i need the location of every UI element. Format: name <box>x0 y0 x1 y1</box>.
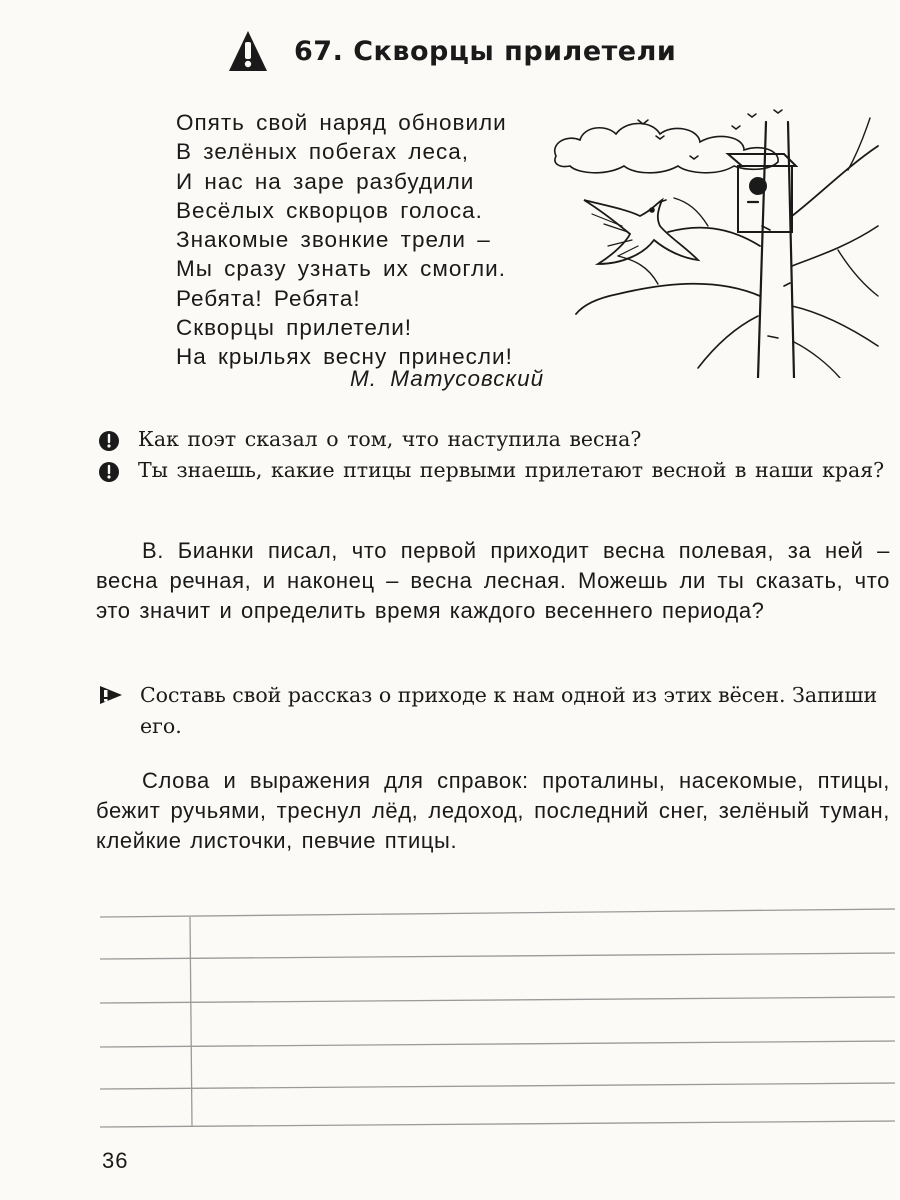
poem <box>176 108 513 372</box>
poem-line: Мы сразу узнать их смогли. <box>176 256 507 282</box>
question-circle-icon <box>98 430 120 452</box>
lesson-title: 67. Скворцы прилетели <box>294 35 677 67</box>
poem-line: Опять свой наряд обновили <box>176 110 507 135</box>
warning-triangle-icon <box>228 30 268 72</box>
reference-words: Слова и выражения для справок: проталины, насекомые, птицы, бежит ручьями, треснул лёд, ледоход, последний снег, зелёный туман, клейкие листочки, певчие птицы. <box>96 768 890 853</box>
poem-line: Весёлых скворцов голоса. <box>176 197 483 223</box>
question-item <box>98 455 888 486</box>
question-circle-icon <box>98 461 120 483</box>
poem-author: М. Матусовский <box>350 366 545 391</box>
task-text: Составь свой рассказ о приходе к нам одной из этих вёсен. Запиши его. <box>140 683 878 738</box>
question-item <box>98 424 888 455</box>
pencil-task-icon <box>98 684 124 706</box>
poem-line: Знакомые звонкие трели – <box>176 227 491 253</box>
bianki-paragraph: В. Бианки писал, что первой приходит весна полевая, за ней – весна речная, и наконец – весна лесная. Можешь ли ты сказать, что это значит и определить время каждого весеннего периода? <box>96 538 890 623</box>
poem-line: В зелёных побегах леса, <box>176 139 470 165</box>
poem-line: На крыльях весну принесли! <box>176 344 513 370</box>
page-number: 36 <box>102 1148 129 1173</box>
question-text: Ты знаешь, какие птицы первыми прилетают весной в наши края? <box>138 458 885 482</box>
writing-lines <box>100 905 895 1130</box>
question-text: Как поэт сказал о том, что наступила весна? <box>138 427 642 451</box>
writing-task <box>98 680 888 742</box>
lesson-header <box>228 30 676 72</box>
starling-birdhouse-illustration <box>548 106 888 378</box>
poem-line: Ребята! Ребята! <box>176 285 361 311</box>
poem-line: Скворцы прилетели! <box>176 315 413 341</box>
poem-line: И нас на заре разбудили <box>176 168 475 194</box>
